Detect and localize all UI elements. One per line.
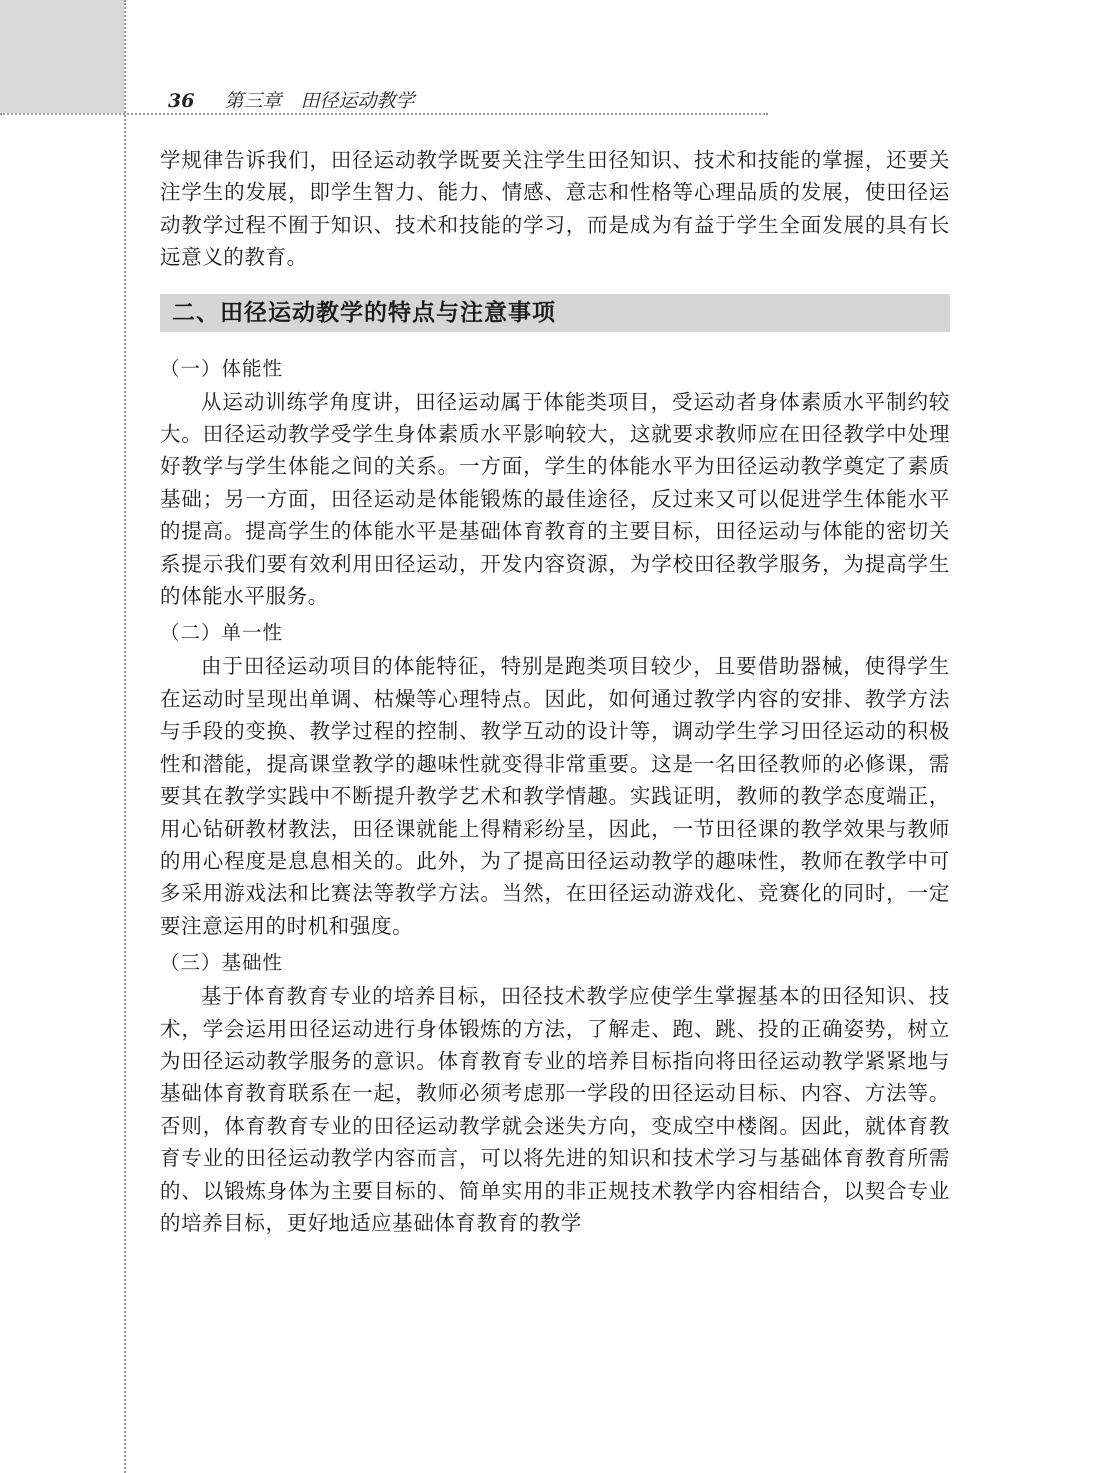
subsection-paragraph-physical: 从运动训练学角度讲，田径运动属于体能类项目，受运动者身体素质水平制约较大。田径运动教学受学生身体素质水平影响较大，这就要求教师应在田径教学中处理好教学与学生体能之间的关系。一方面，学生的体能水平为田径运动教学奠定了素质基础；另一方面，田径运动是体能锻炼的最佳途径，反过来又可以促进学生体能水平的提高。提高学生的体能水平是基础体育教育的主要目标，田径运动与体能的密切关系提示我们要有效利用田径运动，开发内容资源，为学校田径教学服务，为提高学生的体能水平服务。	[160, 389, 950, 609]
corner-block	[0, 0, 124, 113]
subsection-paragraph-monotony: 由于田径运动项目的体能特征，特别是跑类项目较少，且要借助器械，使得学生在运动时呈现出单调、枯燥等心理特点。因此，如何通过教学内容的安排、教学方法与手段的变换、教学过程的控制、教学互动的设计等，调动学生学习田径运动的积极性和潜能，提高课堂教学的趣味性就变得非常重要。这是一名田径教师的必修课，需要其在教学实践中不断提升教学艺术和教学情趣。实践证明，教师的教学态度端正，用心钻研教材教法，田径课就能上得精彩纷呈，因此，一节田径课的教学效果与教师的用心程度是息息相关的。此外，为了提高田径运动教学的趣味性，教师在教学中可多采用游戏法和比赛法等教学方法。当然，在田径运动游戏化、竞赛化的同时，一定要注意运用的时机和强度。	[160, 654, 950, 938]
margin-rule	[124, 0, 126, 1473]
subsection-paragraph-foundation: 基于体育教育专业的培养目标，田径技术教学应使学生掌握基本的田径知识、技术，学会运用田径运动进行身体锻炼的方法，了解走、跑、跳、投的正确姿势，树立为田径运动教学服务的意识。体育教育专业的培养目标指向将田径运动教学紧紧地与基础体育教育联系在一起，教师必须考虑那一学段的田径运动目标、内容、方法等。否则，体育教育专业的田径运动教学就会迷失方向，变成空中楼阁。因此，就体育教育专业的田径运动教学内容而言，可以将先进的知识和技术学习与基础体育教育所需的、以锻炼身体为主要目标的、简单实用的非正规技术教学内容相结合，以契合专业的培养目标，更好地适应基础体育教育的教学	[160, 984, 950, 1235]
subsection-heading-foundation: （三）基础性	[160, 951, 284, 975]
page-number: 36	[168, 90, 195, 112]
subsection-heading-physical: （一）体能性	[160, 356, 284, 380]
running-header	[168, 86, 414, 113]
header-rule	[0, 113, 768, 115]
intro-paragraph: 学规律告诉我们，田径运动教学既要关注学生田径知识、技术和技能的掌握，还要关注学生的发展，即学生智力、能力、情感、意志和性格等心理品质的发展，使田径运动教学过程不囿于知识、技术和技能的学习，而是成为有益于学生全面发展的具有长远意义的教育。	[160, 148, 950, 270]
page-body	[160, 144, 950, 1239]
chapter-title: 第三章 田径运动教学	[224, 90, 415, 112]
section-heading: 二、田径运动教学的特点与注意事项	[160, 294, 950, 332]
subsection-heading-monotony: （二）单一性	[160, 621, 284, 645]
